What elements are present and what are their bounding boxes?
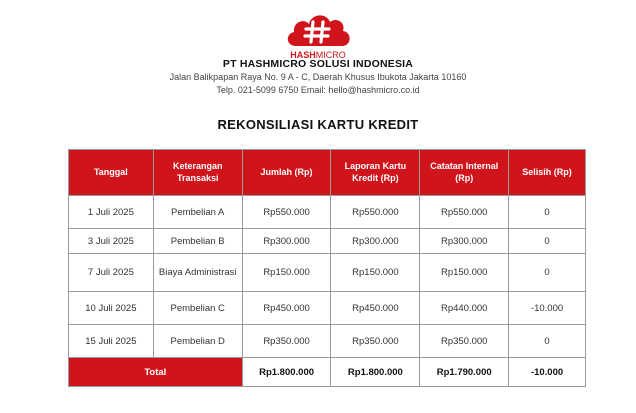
cell-laporan: Rp150.000 [331,254,420,292]
table-row [69,254,586,292]
company-address: Jalan Balikpapan Raya No. 9 A - C, Daerah Khusus Ibukota Jakarta 10160 [169,72,467,82]
cell-catatan: Rp440.000 [420,292,509,325]
reconciliation-table [68,149,586,387]
cell-laporan: Rp450.000 [331,292,420,325]
cell-selisih: -10.000 [509,292,586,325]
cell-laporan: Rp550.000 [331,196,420,229]
cell-keterangan: Pembelian D [153,325,242,358]
column-header-laporan: Laporan Kartu Kredit (Rp) [331,150,420,196]
cell-catatan: Rp150.000 [420,254,509,292]
table-row [69,196,586,229]
cell-selisih: 0 [509,229,586,254]
total-catatan: Rp1.790.000 [420,358,509,387]
cell-keterangan: Pembelian C [153,292,242,325]
column-header-keterangan: Keterangan Transaksi [153,150,242,196]
document-title: REKONSILIASI KARTU KREDIT [217,117,419,132]
cell-keterangan: Pembelian B [153,229,242,254]
cell-selisih: 0 [509,325,586,358]
cell-tanggal: 1 Juli 2025 [69,196,154,229]
column-header-jumlah: Jumlah (Rp) [242,150,331,196]
cell-selisih: 0 [509,254,586,292]
cell-laporan: Rp300.000 [331,229,420,254]
cell-keterangan: Pembelian A [153,196,242,229]
total-label: Total [69,358,243,387]
cell-jumlah: Rp550.000 [242,196,331,229]
column-header-tanggal: Tanggal [69,150,154,196]
table-total-row [69,358,586,387]
cell-jumlah: Rp450.000 [242,292,331,325]
logo-text-micro: MICRO [315,50,346,60]
cell-catatan: Rp550.000 [420,196,509,229]
cell-jumlah: Rp300.000 [242,229,331,254]
cell-jumlah: Rp150.000 [242,254,331,292]
logo-text-hash: HASH [290,50,316,60]
column-header-catatan: Catatan Internal (Rp) [420,150,509,196]
company-contact: Telp. 021-5099 6750 Email: hello@hashmicro.co.id [216,85,420,95]
total-selisih: -10.000 [509,358,586,387]
column-header-selisih: Selisih (Rp) [509,150,586,196]
table-header-row [69,150,586,196]
table-row [69,292,586,325]
cell-jumlah: Rp350.000 [242,325,331,358]
cell-tanggal: 10 Juli 2025 [69,292,154,325]
cell-tanggal: 3 Juli 2025 [69,229,154,254]
table-row [69,229,586,254]
hashmicro-cloud-logo [282,8,354,60]
cell-keterangan: Biaya Administrasi [153,254,242,292]
cell-tanggal: 7 Juli 2025 [69,254,154,292]
total-jumlah: Rp1.800.000 [242,358,331,387]
cell-laporan: Rp350.000 [331,325,420,358]
cell-catatan: Rp300.000 [420,229,509,254]
cell-catatan: Rp350.000 [420,325,509,358]
table-row [69,325,586,358]
company-logo [282,8,354,60]
total-laporan: Rp1.800.000 [331,358,420,387]
cell-tanggal: 15 Juli 2025 [69,325,154,358]
cell-selisih: 0 [509,196,586,229]
company-name: PT HASHMICRO SOLUSI INDONESIA [222,58,414,70]
